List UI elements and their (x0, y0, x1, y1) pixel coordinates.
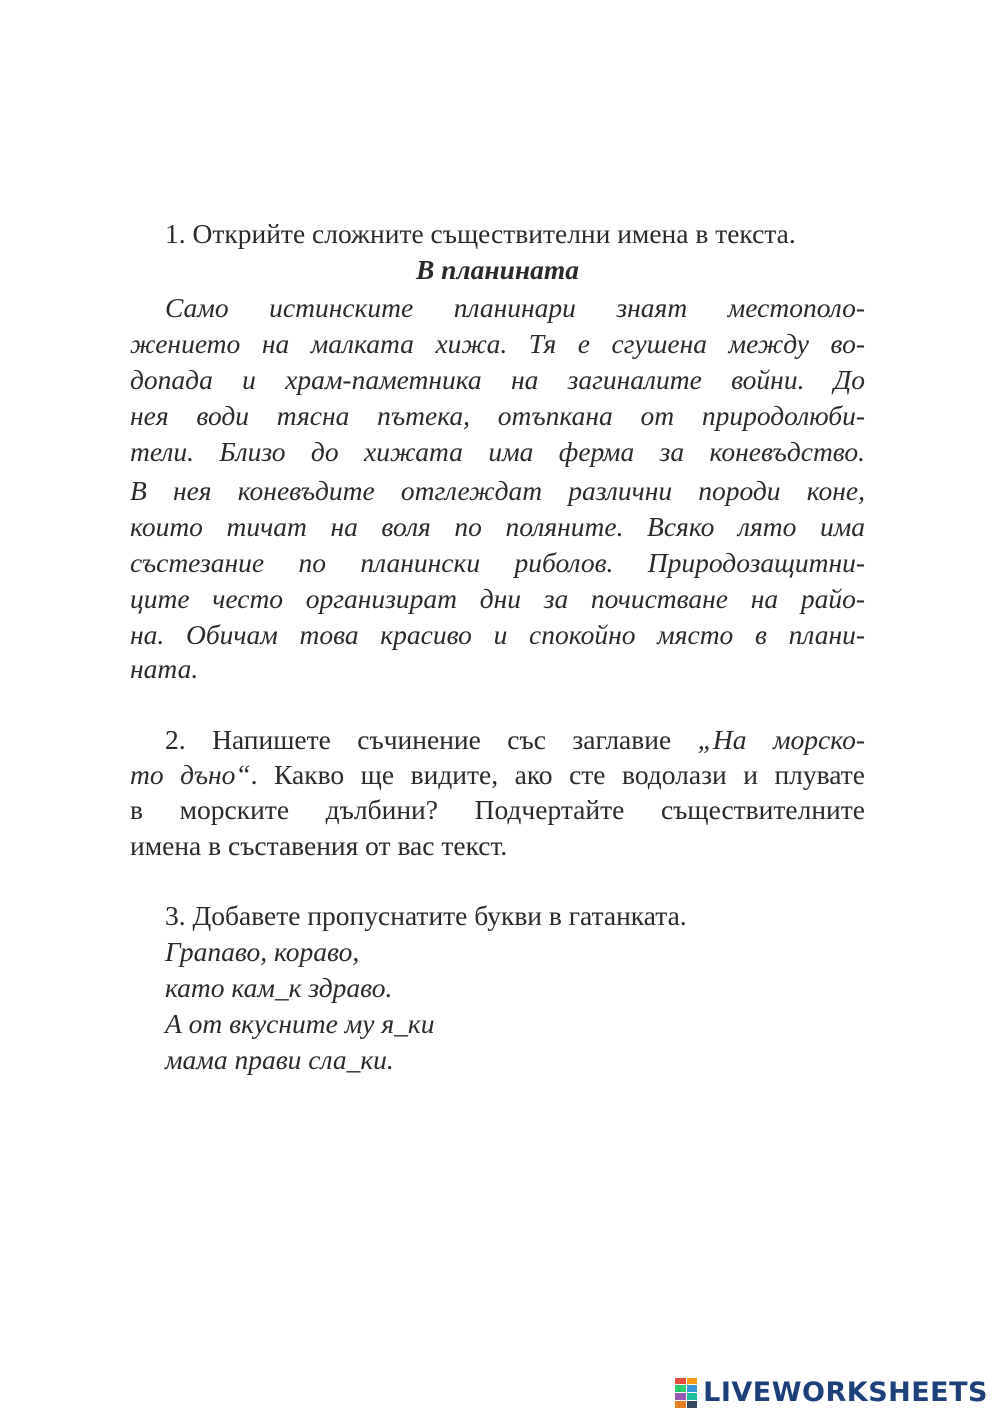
story-line: нея води тясна пътека, отъпкана от природолюби- (130, 400, 865, 431)
exercise-2-line-2 (130, 757, 865, 793)
story-line: допада и храм-паметника на загиналите войни. До (130, 364, 865, 395)
exercise-2-text: . Какво ще видите, ако сте водолази и плувате (250, 759, 865, 790)
story-line: на. Обичам това красиво и спокойно място в плани- (130, 619, 865, 650)
story-line: тели. Близо до хижата има ферма за коневъдство. (130, 436, 865, 467)
liveworksheets-logo-icon (675, 1378, 697, 1408)
story-line: Само истинските планинари знаят местополо- (165, 292, 865, 323)
exercise-3-prompt: 3. Добавете пропуснатите букви в гатанката. (165, 900, 687, 931)
exercise-2-line-3: в морските дълбини? Подчертайте съществителните (130, 794, 865, 825)
exercise-2-line-4: имена в съставения от вас текст. (130, 830, 508, 861)
exercise-2-line-1 (165, 722, 865, 758)
riddle-line: мама прави сла_ки. (165, 1044, 394, 1075)
exercise-1-prompt: 1. Открийте сложните съществителни имена в текста. (165, 218, 796, 249)
riddle-line: като кам_к здраво. (165, 972, 393, 1003)
riddle-line: Грапаво, кораво, (165, 936, 360, 967)
story-line: ците често организират дни за почистване на райо- (130, 583, 865, 614)
story-line: които тичат на воля по поляните. Всяко лято има (130, 511, 865, 542)
essay-title-part-1: „На морско- (697, 724, 865, 755)
liveworksheets-watermark (675, 1377, 988, 1408)
story-line: В нея коневъдите отглеждат различни породи коне, (130, 475, 865, 506)
riddle-line: А от вкусните му я_ки (165, 1008, 435, 1039)
essay-title-part-2: то дъно“ (130, 759, 251, 790)
story-line: състезание по планински риболов. Природозащитни- (130, 547, 865, 578)
story-line: ната. (130, 653, 199, 684)
story-line: жението на малката хижа. Тя е сгушена между во- (130, 328, 865, 359)
story-title: В планината (415, 254, 580, 285)
exercise-2-text: 2. Напишете съчинение със заглавие (165, 724, 698, 755)
watermark-text: LIVEWORKSHEETS (703, 1377, 988, 1408)
